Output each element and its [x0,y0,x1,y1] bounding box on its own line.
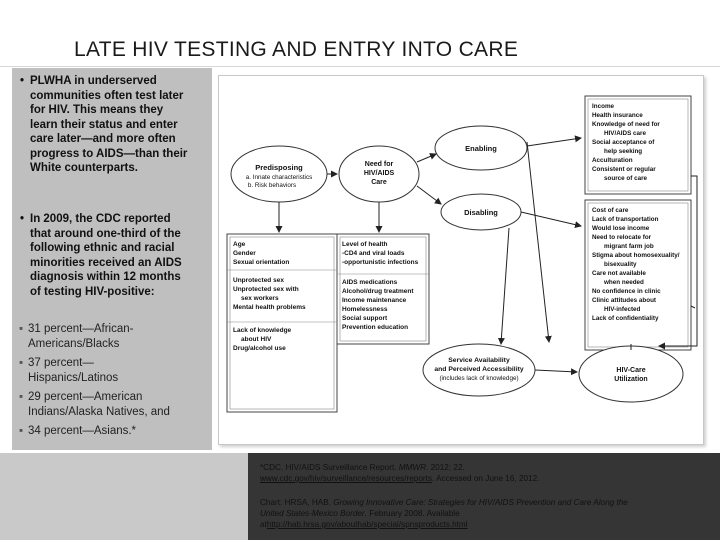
subbullet-asian: ▪ 34 percent—Asians.* [19,425,137,437]
label-innate: a. Innate characteristics [245,174,313,181]
factor-item: HIV/AIDS care [604,130,646,137]
factor-item: Knowledge of need for [592,121,660,128]
label-hiv-care: HIV-Care [616,367,646,374]
factor-item: Lack of confidentiality [592,315,659,322]
title-divider [0,66,720,67]
factor-item: migrant farm job [604,243,654,250]
bullet-dot-icon: ▪ [19,357,24,369]
factor-item: source of care [604,175,648,182]
cdc-reports-link[interactable]: www.cdc.gov/hiv/surveillance/resources/reports [260,474,433,483]
hiv-care-model-diagram [218,75,704,445]
factor-item: Lack of transportation [592,216,659,223]
label-service-line: (includes lack of knowledge) [439,375,519,382]
factor-item: about HIV [241,336,272,343]
bullet-cdc-2009: • In 2009, the CDC reported that around one-third of the following ethnic and racial minorities received an AIDS diagnosis within 12 months of testing HIV-positive: [20,213,182,298]
arrow-disabling-to-factors [521,212,581,226]
factor-item: Stigma about homosexuality/ [592,252,680,259]
factor-item: Unprotected sex [233,277,284,284]
factor-item: Age [233,241,246,248]
factor-item: Gender [233,250,256,257]
arrow-enabling-to-factors [527,138,581,146]
factor-item: Social acceptance of [592,139,655,146]
bullet-dot-icon: • [20,213,25,225]
factor-item: Prevention education [342,324,409,331]
factor-item: AIDS medications [342,279,398,286]
slide-title: LATE HIV TESTING AND ENTRY INTO CARE [74,38,519,61]
factor-item: Homelessness [342,306,388,313]
factor-item: Cost of care [592,207,629,214]
factor-item: HIV-infected [604,306,641,313]
bullet-dot-icon: • [20,75,25,87]
label-need-line: HIV/AIDS [363,170,395,177]
connector-line [691,306,695,308]
factor-item: -opportunistic infections [342,259,419,266]
bullet-dot-icon: ▪ [19,425,24,437]
reference-cdc: *CDC. HIV/AIDS Surveillance Report. MMWR. 2012; 22. www.cdc.gov/hiv/surveillance/resources/reports. Accessed on June 16, 2012. [260,463,540,483]
label-risk-behaviors: b. Risk behaviors [247,182,297,189]
factor-item: Income [592,103,615,110]
arrow-enabling-to-service [527,142,549,342]
factor-item: Would lose income [592,225,650,232]
hrsa-link[interactable]: http://hab.hrsa.gov/abouthab/special/spnsproducts.html [266,520,468,529]
factor-item: bisexuality [604,261,637,268]
label-service-line: Service Availability [448,357,510,364]
diagram-canvas [219,76,703,444]
factor-item: Sexual orientation [233,259,290,266]
node-hiv-care [579,346,683,402]
label-hiv-care: Utilization [614,376,648,383]
factor-item: No confidence in clinic [592,288,661,295]
factor-item: Alcohol/drug treatment [342,288,414,295]
label-enabling: Enabling [465,144,497,153]
bullet-dot-icon: ▪ [19,323,24,335]
bullet-late-testing: • PLWHA in underserved communities often test later for HIV. This means they learn their status and enter care later—and more often progress to AIDS—than their White counterparts. [20,75,188,174]
reference-chart: Chart: HRSA, HAB. Growing Innovative Care: Strategies for HIV/AIDS Prevention and Care Along the United States-Mexico Border. February 2008. Available athttp://hab.hrsa.gov/abouthab/special/spnsproducts.html [260,498,628,529]
factor-item: Consistent or regular [592,166,656,173]
arrow-disabling-to-service [501,228,509,344]
label-disabling: Disabling [464,208,498,217]
factor-item: Need to relocate for [592,234,652,241]
label-predisposing: Predisposing [255,163,303,172]
subbullet-african-american: ▪ 31 percent—African- Americans/Blacks [19,323,134,350]
arrow-need-to-disabling [417,186,441,204]
factor-item: Lack of knowledge [233,327,292,334]
label-need-line: Care [371,179,387,186]
footer-grey-block [0,453,248,540]
arrow-need-to-enabling [417,154,436,162]
factor-item: Mental health problems [233,304,306,311]
factor-item: Care not available [592,270,646,277]
factor-item: Health insurance [592,112,643,119]
factor-item: Clinic attitudes about [592,297,657,304]
label-service-line: and Perceived Accessibility [434,366,524,373]
bullet-dot-icon: ▪ [19,391,24,403]
factor-item: Drug/alcohol use [233,345,286,352]
factor-item: Social support [342,315,388,322]
arrow-service-to-care [535,370,577,372]
label-need-line: Need for [364,161,394,168]
factor-item: Acculturation [592,157,633,164]
factor-item: -CD4 and viral loads [342,250,405,257]
factor-item: sex workers [241,295,279,302]
factor-item: help seeking [604,148,643,155]
factor-item: Unprotected sex with [233,286,299,293]
factor-item: Income maintenance [342,297,407,304]
factor-item: when needed [604,279,644,286]
subbullet-hispanic: ▪ 37 percent— Hispanics/Latinos [19,357,119,384]
subbullet-american-indian: ▪ 29 percent—American Indians/Alaska Natives, and [19,391,170,418]
factor-item: Level of health [342,241,388,248]
